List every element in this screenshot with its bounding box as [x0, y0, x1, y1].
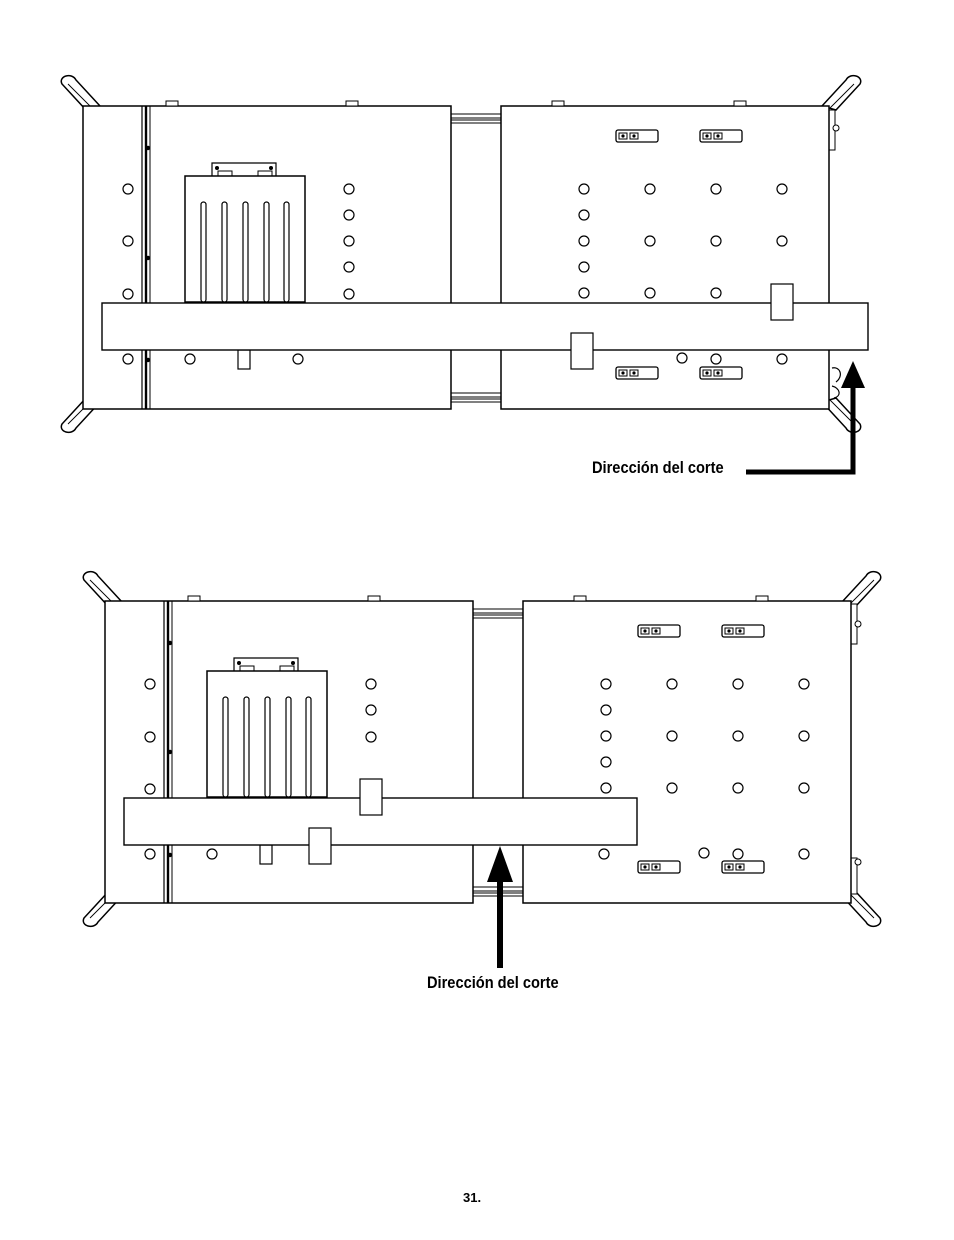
figure-top-table: [61, 76, 868, 472]
page-number: 31.: [463, 1190, 482, 1205]
right-table: [501, 101, 829, 409]
motor-housing: [185, 163, 305, 302]
slide-rails: [451, 114, 501, 402]
figure-bottom-table: [83, 572, 880, 968]
cut-direction-label-top: Dirección del corte: [592, 458, 724, 477]
left-table: [83, 101, 451, 409]
motor-housing: [207, 658, 327, 797]
handle-top-left: [61, 76, 100, 110]
handle-top-right: [822, 76, 861, 110]
right-table: [523, 596, 851, 903]
left-table: [105, 596, 473, 903]
cut-direction-arrow: [487, 846, 513, 968]
cut-direction-label-bottom: Dirección del corte: [427, 973, 559, 992]
